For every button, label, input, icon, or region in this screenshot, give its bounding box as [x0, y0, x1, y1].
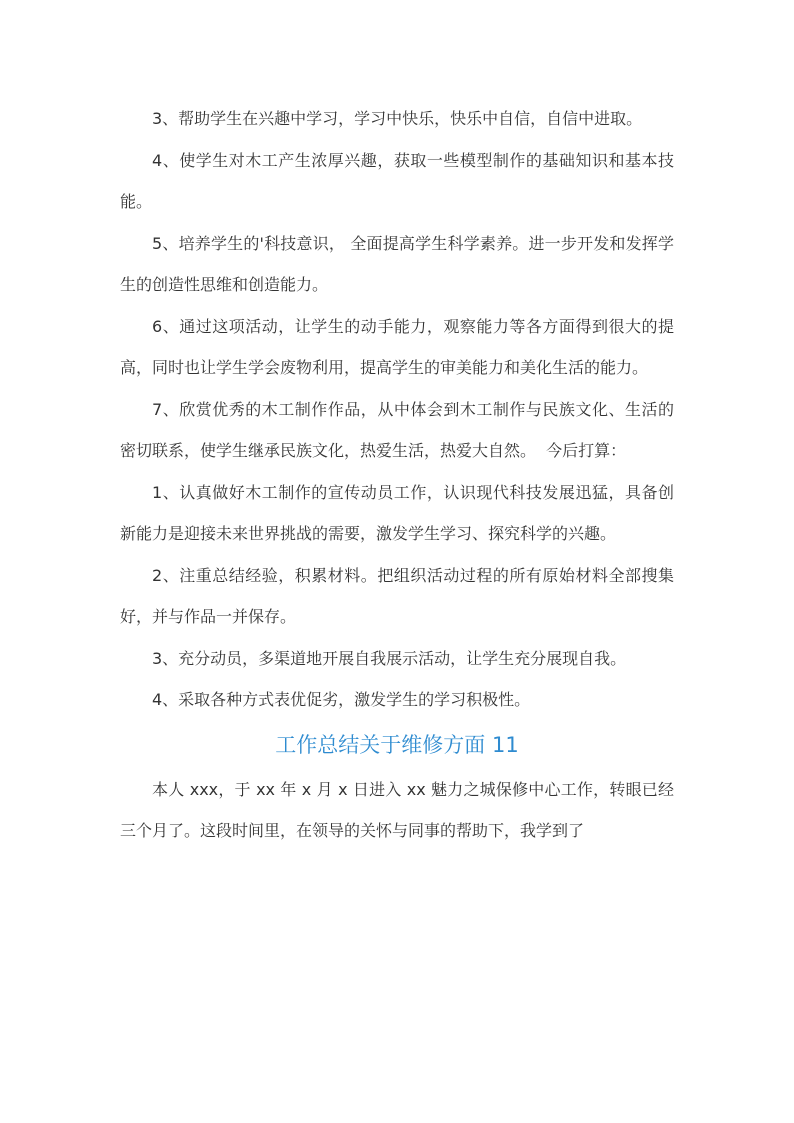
paragraph-item-4-woodwork: 4、使学生对木工产生浓厚兴趣，获取一些模型制作的基础知识和基本技能。 — [120, 150, 674, 211]
paragraph-plan-1-promotion: 1、认真做好木工制作的宣传动员工作，认识现代科技发展迅猛，具备创新能力是迎接未来世界挑战的需要，激发学生学习、探究科学的兴趣。 — [120, 482, 674, 543]
paragraph-plan-3-showcase: 3、充分动员，多渠道地开展自我展示活动，让学生充分展现自我。 — [152, 648, 627, 668]
section-heading: 工作总结关于维修方面 11 — [275, 732, 519, 757]
paragraph-item-3-interest: 3、帮助学生在兴趣中学习，学习中快乐，快乐中自信，自信中进取。 — [152, 109, 643, 128]
document-page — [120, 98, 674, 852]
paragraph-item-5-science: 5、培养学生的'科技意识， 全面提高学生科学素养。进一步开发和发挥学生的创造性思维和创造能力。 — [120, 233, 674, 294]
paragraph-item-6-hands-on: 6、通过这项活动，让学生的动手能力，观察能力等各方面得到很大的提高，同时也让学生学会废物利用，提高学生的审美能力和美化生活的能力。 — [120, 316, 674, 377]
paragraph-plan-4-motivation: 4、采取各种方式表优促劣，激发学生的学习积极性。 — [152, 690, 531, 709]
paragraph-intro: 本人 xxx，于 xx 年 x 月 x 日进入 xx 魅力之城保修中心工作，转眼已经三个月了。这段时间里，在领导的关怀与同事的帮助下，我学到了 — [120, 779, 674, 840]
paragraph-plan-2-materials: 2、注重总结经验，积累材料。把组织活动过程的所有原始材料全部搜集好，并与作品一并保存。 — [120, 565, 674, 626]
paragraph-item-7-appreciation: 7、欣赏优秀的木工制作作品，从中体会到木工制作与民族文化、生活的密切联系，使学生继承民族文化，热爱生活，热爱大自然。 今后打算： — [120, 399, 674, 460]
